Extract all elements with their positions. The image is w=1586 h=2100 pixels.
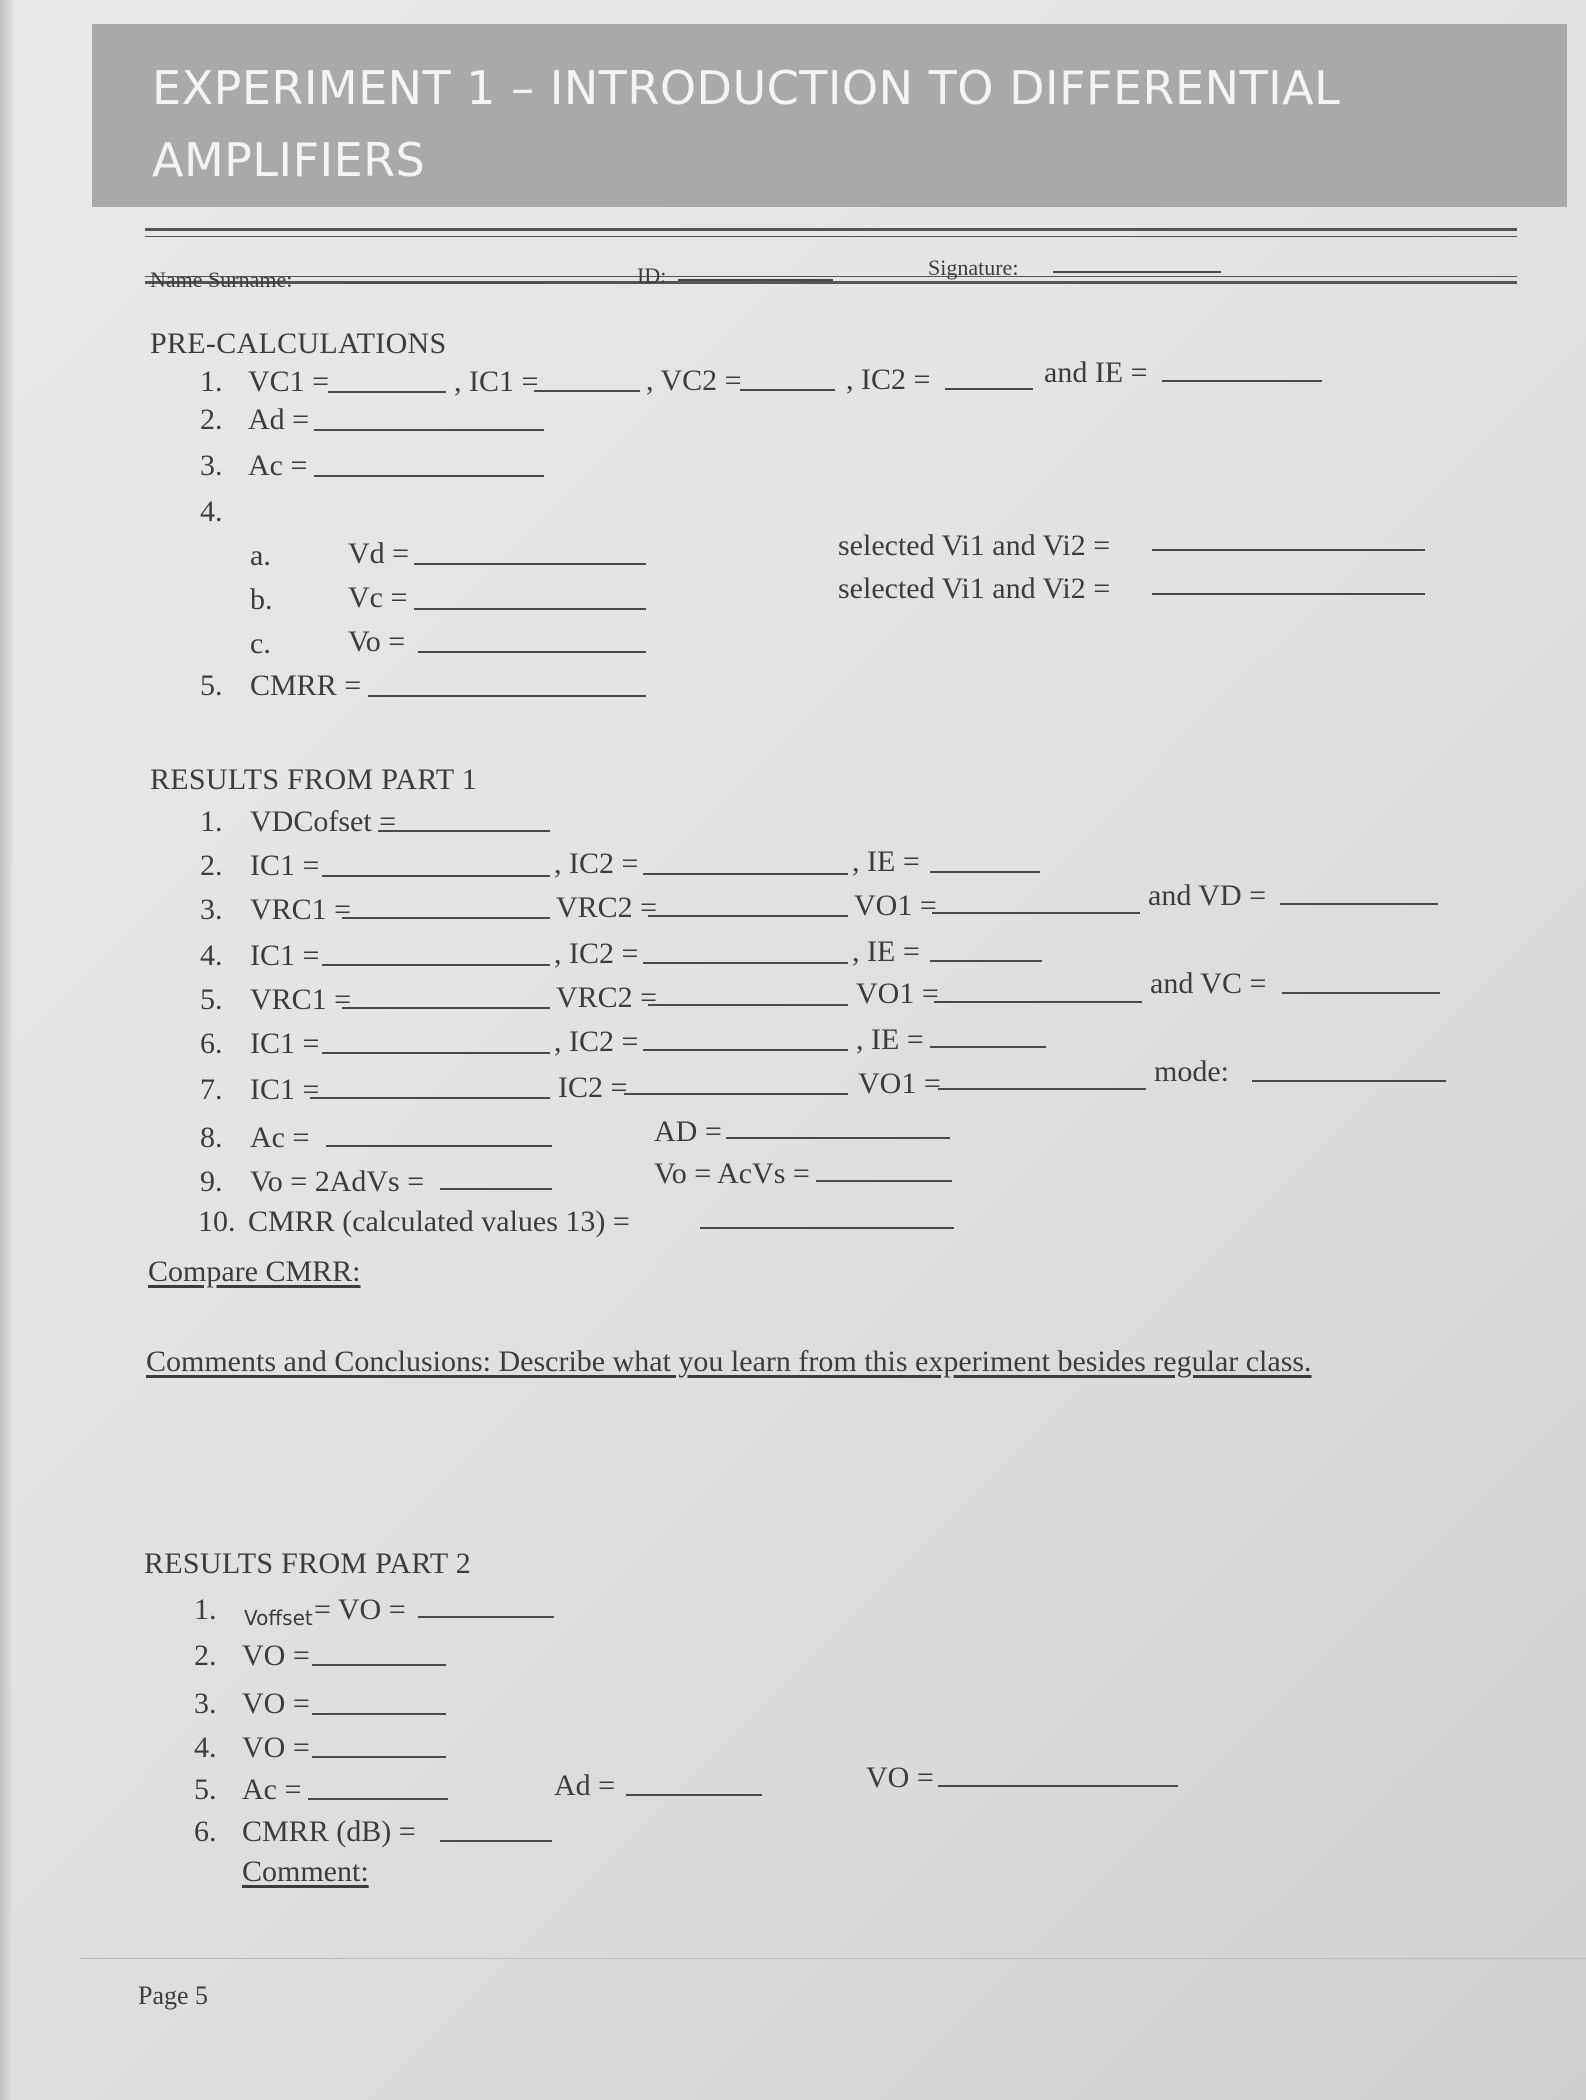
p2-row-1-number: 1. (194, 1593, 217, 1626)
p1-r9-vo-diff-label: Vo = 2AdVs = (250, 1165, 425, 1198)
page-edge (0, 0, 14, 2100)
p1-r3-vrc1-label: VRC1 = (250, 893, 352, 926)
ic2-label: , IC2 = (846, 363, 931, 396)
p1-r8-ac-label: Ac = (250, 1121, 310, 1154)
p1-r10-cmrr-field[interactable] (700, 1227, 954, 1229)
vdcofset-label: VDCofset = (250, 805, 397, 838)
pre-item-4c-letter: c. (250, 627, 271, 660)
p2-row-5-number: 5. (194, 1773, 217, 1806)
p2-r4-vo-label: VO = (242, 1731, 310, 1764)
part2-heading: RESULTS FROM PART 2 (144, 1547, 472, 1580)
compare-cmrr-heading: Compare CMRR: (148, 1255, 361, 1288)
p1-r7-vo1-field[interactable] (938, 1088, 1146, 1090)
p1-r2-ic2-label: , IC2 = (554, 847, 639, 880)
name-field[interactable] (343, 282, 543, 284)
p1-r3-vd-label: and VD = (1148, 879, 1267, 912)
p1-row-7-number: 7. (200, 1073, 223, 1106)
p1-r5-vrc2-field[interactable] (648, 1004, 848, 1006)
pre-item-4b-letter: b. (250, 583, 273, 616)
pre-calculations-heading: PRE-CALCULATIONS (150, 327, 447, 360)
vo-label: Vo = (348, 625, 406, 658)
ad-field[interactable] (314, 429, 544, 431)
p1-r8-ac-field[interactable] (326, 1145, 552, 1147)
p1-r7-ic2-field[interactable] (624, 1093, 848, 1095)
page-title: EXPERIMENT 1 – INTRODUCTION TO DIFFERENTIAL AMPLIFIERS (152, 61, 1341, 187)
p1-r3-vrc2-field[interactable] (648, 915, 848, 917)
p2-row-6-number: 6. (194, 1815, 217, 1848)
p1-r2-ic2-field[interactable] (643, 873, 848, 875)
vo-field[interactable] (418, 651, 646, 653)
vc-selected-field[interactable] (1152, 593, 1425, 595)
ic2-field[interactable] (945, 388, 1033, 390)
p1-r8-ad-field[interactable] (726, 1137, 950, 1139)
vc-label: Vc = (348, 581, 408, 614)
pre-item-3-number: 3. (200, 449, 223, 482)
p1-r8-ad-label: AD = (654, 1115, 722, 1148)
p1-r7-ic2-label: IC2 = (558, 1071, 628, 1104)
ac-field[interactable] (314, 475, 544, 477)
vc2-label: , VC2 = (646, 364, 742, 397)
vd-label: Vd = (348, 537, 410, 570)
ac-label: Ac = (248, 449, 308, 482)
p1-row-4-number: 4. (200, 939, 223, 972)
p2-r5-ac-field[interactable] (308, 1798, 448, 1800)
p1-r4-ie-field[interactable] (930, 960, 1042, 962)
signature-label: Signature: (928, 255, 1019, 280)
pre-item-4-number: 4. (200, 495, 223, 528)
mid-rule-thin (145, 276, 1517, 277)
p1-r4-ic1-label: IC1 = (250, 939, 320, 972)
p1-row-8-number: 8. (200, 1121, 223, 1154)
footer-rule (80, 1958, 1586, 1959)
p2-r5-vo-label: VO = (866, 1761, 934, 1794)
p1-row-10-number: 10. (198, 1205, 236, 1238)
p1-r5-vrc1-label: VRC1 = (250, 983, 352, 1016)
p2-r5-ad-field[interactable] (626, 1794, 762, 1796)
ic1-label: , IC1 = (454, 365, 539, 398)
p1-r6-ie-field[interactable] (930, 1046, 1046, 1048)
p1-row-1-number: 1. (200, 805, 223, 838)
p2-r3-vo-field[interactable] (312, 1713, 446, 1715)
page-number: Page 5 (138, 1981, 209, 2010)
p1-r7-mode-label: mode: (1154, 1055, 1229, 1088)
pre-item-4a-letter: a. (250, 539, 271, 572)
p2-comment-label: Comment: (242, 1855, 369, 1888)
p1-r3-vrc1-field[interactable] (342, 917, 550, 919)
p1-r2-ie-field[interactable] (930, 871, 1040, 873)
p2-row-2-number: 2. (194, 1639, 217, 1672)
ie-label: and IE = (1044, 356, 1148, 389)
p2-r1-vo-label: = VO = (314, 1593, 406, 1626)
p1-r2-ie-label: , IE = (852, 845, 920, 878)
p1-r6-ic2-label: , IC2 = (554, 1025, 639, 1058)
p2-r2-vo-field[interactable] (312, 1664, 446, 1666)
p1-r5-vrc2-label: VRC2 = (556, 981, 658, 1014)
top-rule-thin (145, 236, 1517, 237)
p1-r5-vo1-field[interactable] (934, 1001, 1142, 1003)
p1-r7-ic1-field[interactable] (310, 1097, 550, 1099)
p1-r3-vo1-field[interactable] (932, 912, 1140, 914)
vd-selected-field[interactable] (1152, 549, 1425, 551)
p1-r6-ic1-field[interactable] (322, 1052, 550, 1054)
pre-item-1-number: 1. (200, 365, 223, 398)
vc1-label: VC1 = (248, 365, 330, 398)
p1-r7-vo1-label: VO1 = (858, 1067, 941, 1100)
comments-conclusions-heading: Comments and Conclusions: Describe what you learn from this experiment besides regular class. (146, 1345, 1312, 1378)
cmrr-label: CMRR = (250, 669, 362, 702)
p2-r1-vo-field[interactable] (418, 1616, 554, 1618)
p1-r9-vo-common-field[interactable] (816, 1180, 952, 1182)
ic1-field[interactable] (534, 390, 640, 392)
p1-r9-vo-common-label: Vo = AcVs = (654, 1157, 810, 1190)
p1-r4-ic1-field[interactable] (322, 964, 550, 966)
p2-row-4-number: 4. (194, 1731, 217, 1764)
p1-r4-ie-label: , IE = (852, 935, 920, 968)
p2-r6-cmrr-field[interactable] (440, 1840, 552, 1842)
p1-r5-vc-field[interactable] (1282, 992, 1440, 994)
p1-row-6-number: 6. (200, 1027, 223, 1060)
vd-field[interactable] (414, 563, 646, 565)
ie-field[interactable] (1162, 380, 1322, 382)
p2-row-3-number: 3. (194, 1687, 217, 1720)
vd-selected-label: selected Vi1 and Vi2 = (838, 529, 1111, 562)
cmrr-field[interactable] (368, 695, 646, 697)
pre-item-5-number: 5. (200, 669, 223, 702)
p1-r6-ie-label: , IE = (856, 1023, 924, 1056)
vc2-field[interactable] (740, 389, 835, 391)
vc-selected-label: selected Vi1 and Vi2 = (838, 572, 1111, 605)
p1-r2-ic1-field[interactable] (322, 875, 550, 877)
p1-r5-vo1-label: VO1 = (856, 977, 939, 1010)
p1-row-3-number: 3. (200, 893, 223, 926)
p2-r5-vo-field[interactable] (938, 1785, 1178, 1787)
pre-item-2-number: 2. (200, 403, 223, 436)
p1-r7-mode-field[interactable] (1252, 1080, 1446, 1082)
p1-r5-vrc1-field[interactable] (342, 1007, 550, 1009)
vc-field[interactable] (414, 608, 646, 610)
p2-r5-ac-label: Ac = (242, 1773, 302, 1806)
p1-row-9-number: 9. (200, 1165, 223, 1198)
p1-r6-ic1-label: IC1 = (250, 1027, 320, 1060)
p1-r5-vc-label: and VC = (1150, 967, 1267, 1000)
name-label: Name Surname: (150, 267, 293, 292)
p2-r6-cmrr-label: CMRR (dB) = (242, 1815, 416, 1848)
p2-r5-ad-label: Ad = (554, 1769, 616, 1802)
p1-r3-vo1-label: VO1 = (854, 889, 937, 922)
p1-r4-ic2-field[interactable] (643, 962, 848, 964)
p1-r10-cmrr-label: CMRR (calculated values 13) = (248, 1205, 630, 1238)
p2-r3-vo-label: VO = (242, 1687, 310, 1720)
p1-r3-vd-field[interactable] (1280, 903, 1438, 905)
signature-field[interactable] (1053, 271, 1221, 273)
p1-row-2-number: 2. (200, 849, 223, 882)
vc1-field[interactable] (328, 391, 446, 393)
p1-row-5-number: 5. (200, 983, 223, 1016)
id-field[interactable] (678, 279, 833, 281)
p1-r6-ic2-field[interactable] (643, 1049, 848, 1051)
p2-r4-vo-field[interactable] (312, 1756, 446, 1758)
p1-r7-ic1-label: IC1 = (250, 1073, 320, 1106)
top-rule-thick (145, 228, 1517, 231)
p1-r4-ic2-label: , IC2 = (554, 937, 639, 970)
part1-heading: RESULTS FROM PART 1 (150, 763, 478, 796)
p1-r2-ic1-label: IC1 = (250, 849, 320, 882)
id-label: ID: (637, 263, 667, 288)
p1-r9-vo-diff-field[interactable] (440, 1188, 552, 1190)
ad-label: Ad = (248, 403, 310, 436)
p1-r3-vrc2-label: VRC2 = (556, 891, 658, 924)
vdcofset-field[interactable] (378, 830, 550, 832)
p2-voffset-label: Voffset (244, 1606, 313, 1630)
p2-r2-vo-label: VO = (242, 1639, 310, 1672)
